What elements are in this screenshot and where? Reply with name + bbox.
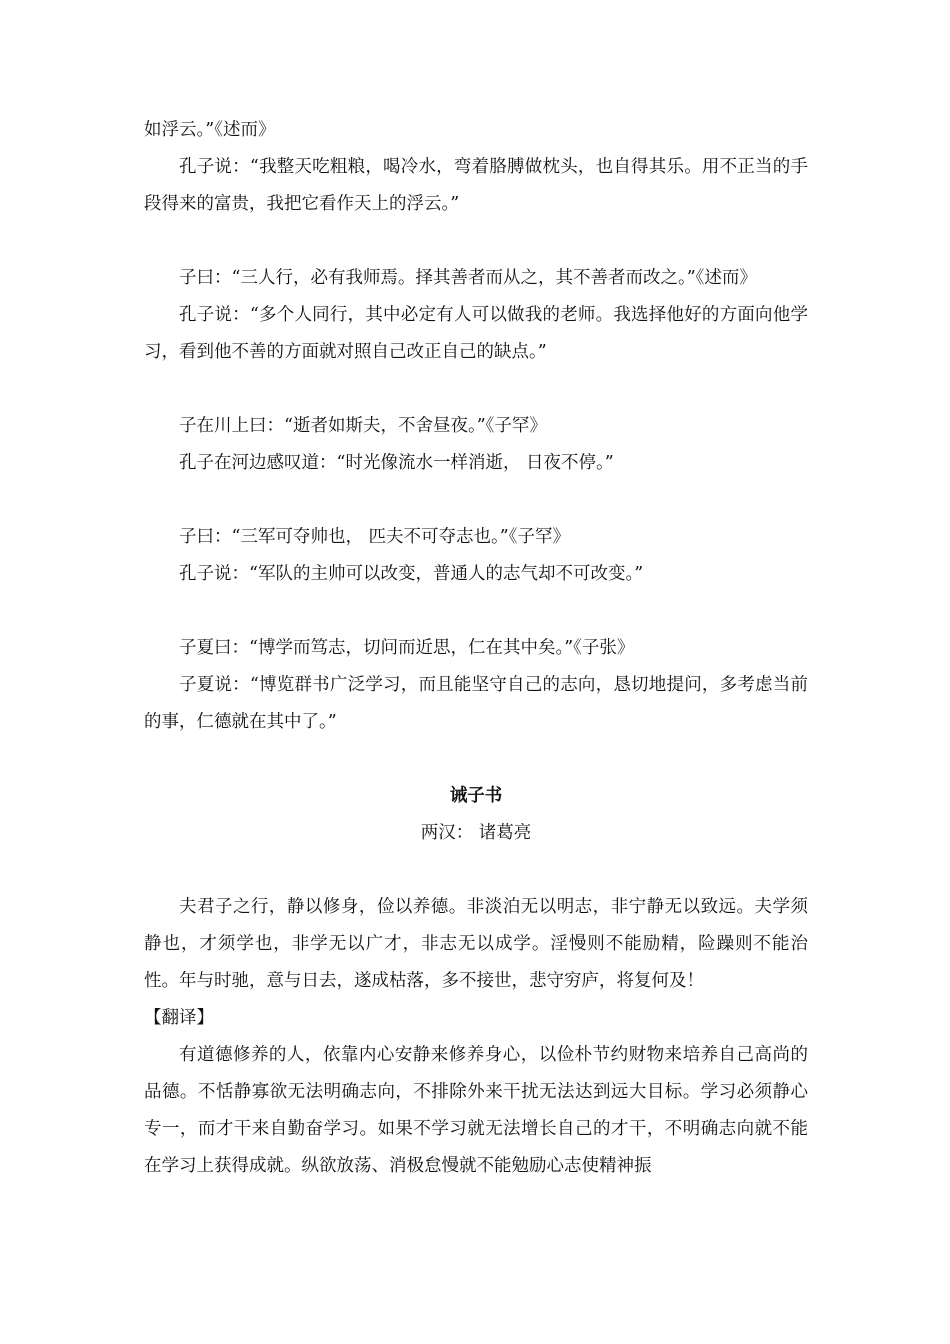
translation-heading: 【翻译】 (144, 1008, 214, 1028)
spacer (144, 741, 808, 778)
translation-text: 孔子在河边感叹道：“时光像流水一样消逝， 日夜不停。” (179, 453, 614, 473)
translation-text: 子夏说：“博览群书广泛学习，而且能坚守自己的志向，恳切地提问，多考虑当前的事，仁德就在其中了。” (144, 675, 808, 732)
essay-body: 夫君子之行，静以修身，俭以养德。非淡泊无以明志，非宁静无以致远。夫学须静也，才须学也，非学无以广才，非志无以成学。淫慢则不能励精，险躁则不能治性。年与时驰，意与日去，遂成枯落，多不接世，悲守穷庐，将复何及！ (144, 897, 808, 991)
original-text-tail: 如浮云。”《述而》 (144, 120, 276, 140)
document-page (144, 112, 808, 1185)
essay-title: 诫子书 (449, 786, 503, 806)
translation-text: 孔子说：“多个人同行，其中必定有人可以做我的老师。我选择他好的方面向他学习，看到他不善的方面就对照自己改正自己的缺点。” (144, 305, 808, 362)
spacer (144, 371, 808, 408)
original-text: 子夏曰：“博学而笃志，切问而近思，仁在其中矣。”《子张》 (179, 638, 635, 658)
spacer (144, 482, 808, 519)
original-text: 子曰：“三人行，必有我师焉。择其善者而从之，其不善者而改之。”《述而》 (179, 268, 757, 288)
original-text: 子在川上曰：“逝者如斯夫，不舍昼夜。”《子罕》 (179, 416, 547, 436)
spacer (144, 593, 808, 630)
essay-translation: 有道德修养的人，依靠内心安静来修养身心，以俭朴节约财物来培养自己高尚的品德。不恬静寡欲无法明确志向，不排除外来干扰无法达到远大目标。学习必须静心专一，而才干来自勤奋学习。如果不学习就无法增长自己的才干，不明确志向就不能在学习上获得成就。纵欲放荡、消极怠慢就不能勉励心志使精神振 (144, 1045, 808, 1176)
translation-text: 孔子说：“军队的主帅可以改变，普通人的志气却不可改变。” (179, 564, 644, 584)
essay-author: 两汉： 诸葛亮 (420, 823, 532, 843)
translation-text: 孔子说：“我整天吃粗粮，喝冷水，弯着胳膊做枕头，也自得其乐。用不正当的手段得来的富贵，我把它看作天上的浮云。” (144, 157, 808, 214)
spacer (144, 223, 808, 260)
spacer (144, 852, 808, 889)
original-text: 子曰：“三军可夺帅也， 匹夫不可夺志也。”《子罕》 (179, 527, 570, 547)
